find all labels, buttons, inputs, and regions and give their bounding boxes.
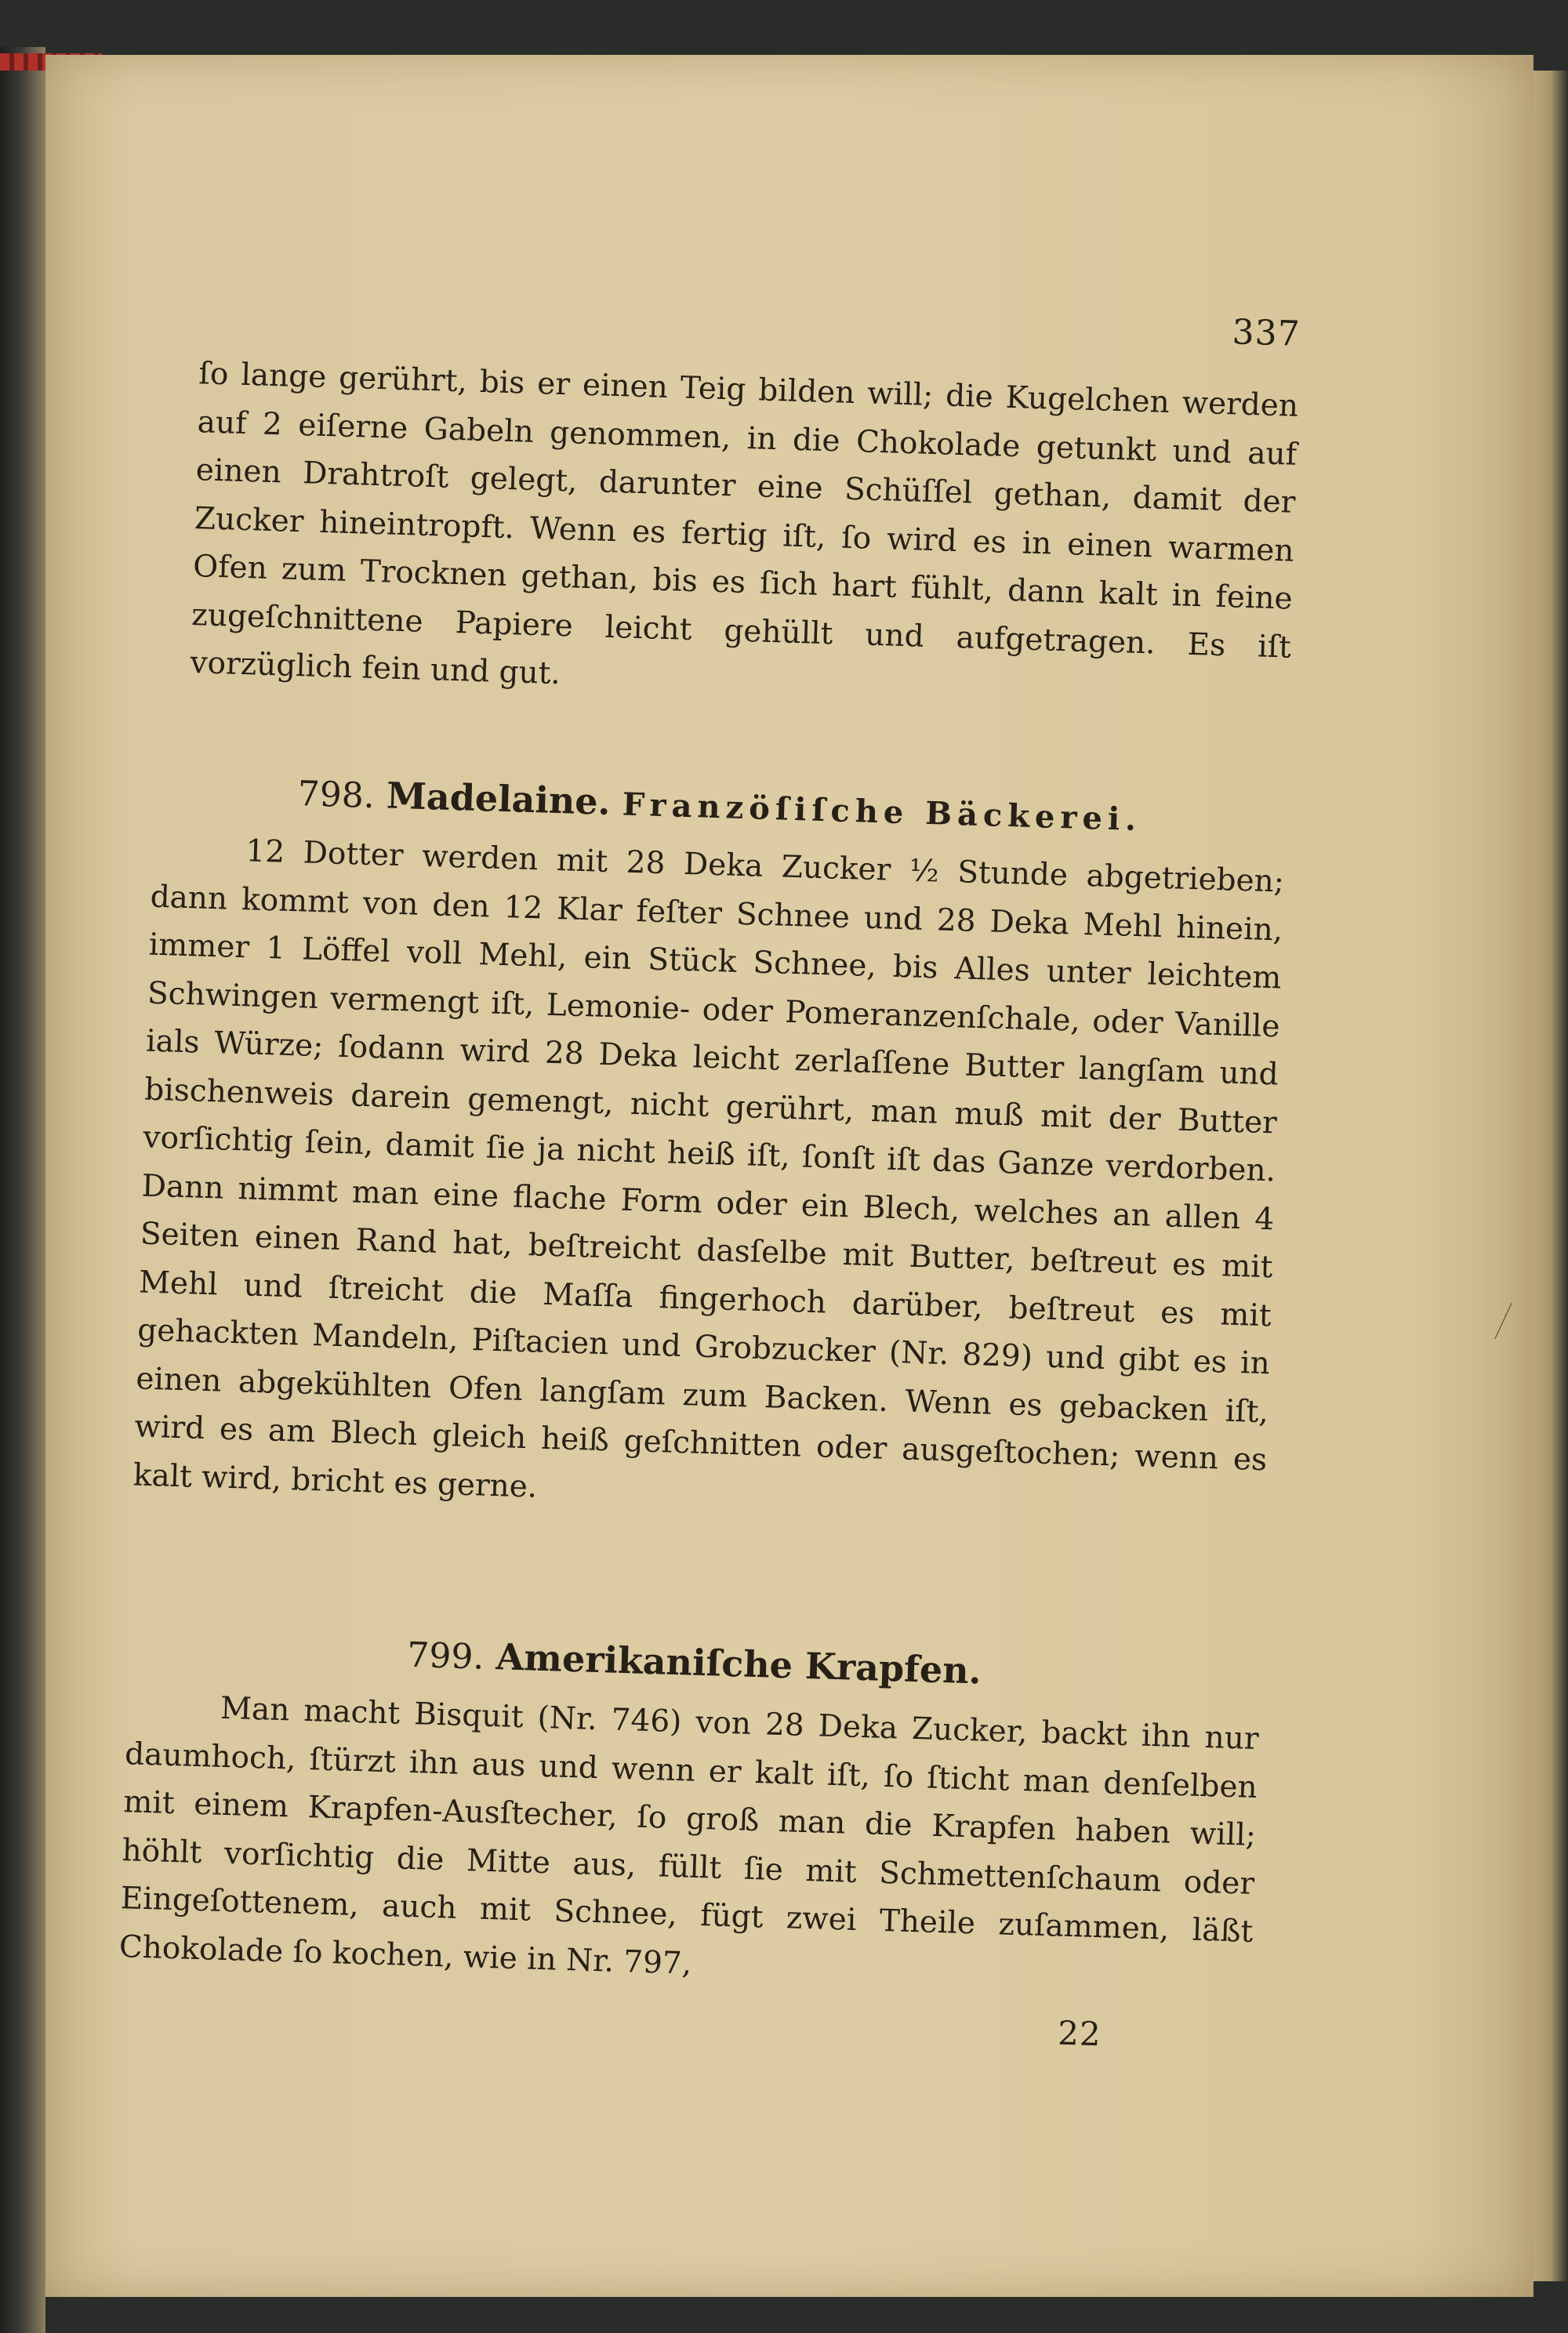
margin-mark — [1494, 1303, 1512, 1339]
book-spine-edge — [0, 47, 45, 2333]
recipe-text: 12 Dotter werden mit 28 Deka Zucker ½ Stunde abgetrieben; dann kommt von den 12 Klar feſter Schnee und 28 Deka Mehl hinein, immer 1 Löffel voll Mehl, ein Stück Schnee, bis Alles unter leichtem Schwingen vermengt iſt, Lemonie- oder Pomeranzenſchale, oder Vanille ials Würze; ſodann wird 28 Deka leicht zerlaſſene Butter langſam und bischenweis darein gemengt, nicht gerührt, man muß mit der Butter vorſichtig ſein, damit ſie ja nicht heiß iſt, ſonſt iſt das Ganze verdorben. Dann nimmt man eine flache Form oder ein Blech, welches an allen 4 Seiten einen Rand hat, beſtreicht dasſelbe mit Butter, beſtreut es mit Mehl und ſtreicht die Maſſa fingerhoch darüber, beſtreut es mit gehackten Mandeln, Piſtacien und Grobzucker (Nr. 829) und gibt es in einen abgekühlten Ofen langſam zum Backen. Wenn es gebacken iſt, wird es am Blech gleich heiß geſchnitten oder ausgeſtochen; wenn es kalt wird, bricht es gerne. — [132, 833, 1285, 1505]
recipe-number: 798. — [297, 774, 376, 817]
recipe-number: 799. — [406, 1635, 485, 1678]
recipe-text: Man macht Bisquit (Nr. 746) von 28 Deka Zucker, backt ihn nur daumhoch, ſtürzt ihn aus und wenn er kalt iſt, ſo ſticht man denſelben mit einem Krapfen-Ausſtecher, ſo groß man die Krapfen haben will; höhlt vorſichtig die Mitte aus, füllt ſie mit Schmettenſchaum oder Eingeſottenem, auch mit Schnee, fügt zwei Theile zuſammen, läßt Chokolade ſo kochen, wie in Nr. 797, — [118, 1690, 1260, 1982]
recipe-799 — [118, 1614, 1261, 2005]
recipe-subtitle: Franzöſiſche Bäckerei. — [622, 786, 1142, 839]
recipe-body — [118, 1682, 1259, 2005]
recipe-798 — [132, 757, 1287, 1533]
recipe-title: Madelaine. — [386, 774, 612, 824]
recipe-body — [132, 825, 1285, 1533]
page-number: 337 — [1231, 312, 1301, 354]
recipe-title: Amerikaniſche Krapfen. — [495, 1635, 982, 1693]
book-page-edges — [1534, 71, 1568, 2281]
continued-paragraph: ſo lange gerührt, bis er einen Teig bilden will; die Kugelchen werden auf 2 eiſerne Gabeln genommen, in die Chokolade getunkt und auf einen Drahtroſt gelegt, darunter eine Schüſſel gethan, damit der Zucker hineintropft. Wenn es fertig iſt, ſo wird es in einen warmen Ofen zum Trocknen gethan, bis es ſich hart fühlt, dann kalt in feine zugeſchnittene Papiere leicht gehüllt und aufgetragen. Es iſt vorzüglich fein und gut. — [189, 356, 1299, 692]
signature-mark: 22 — [1057, 2013, 1102, 2054]
